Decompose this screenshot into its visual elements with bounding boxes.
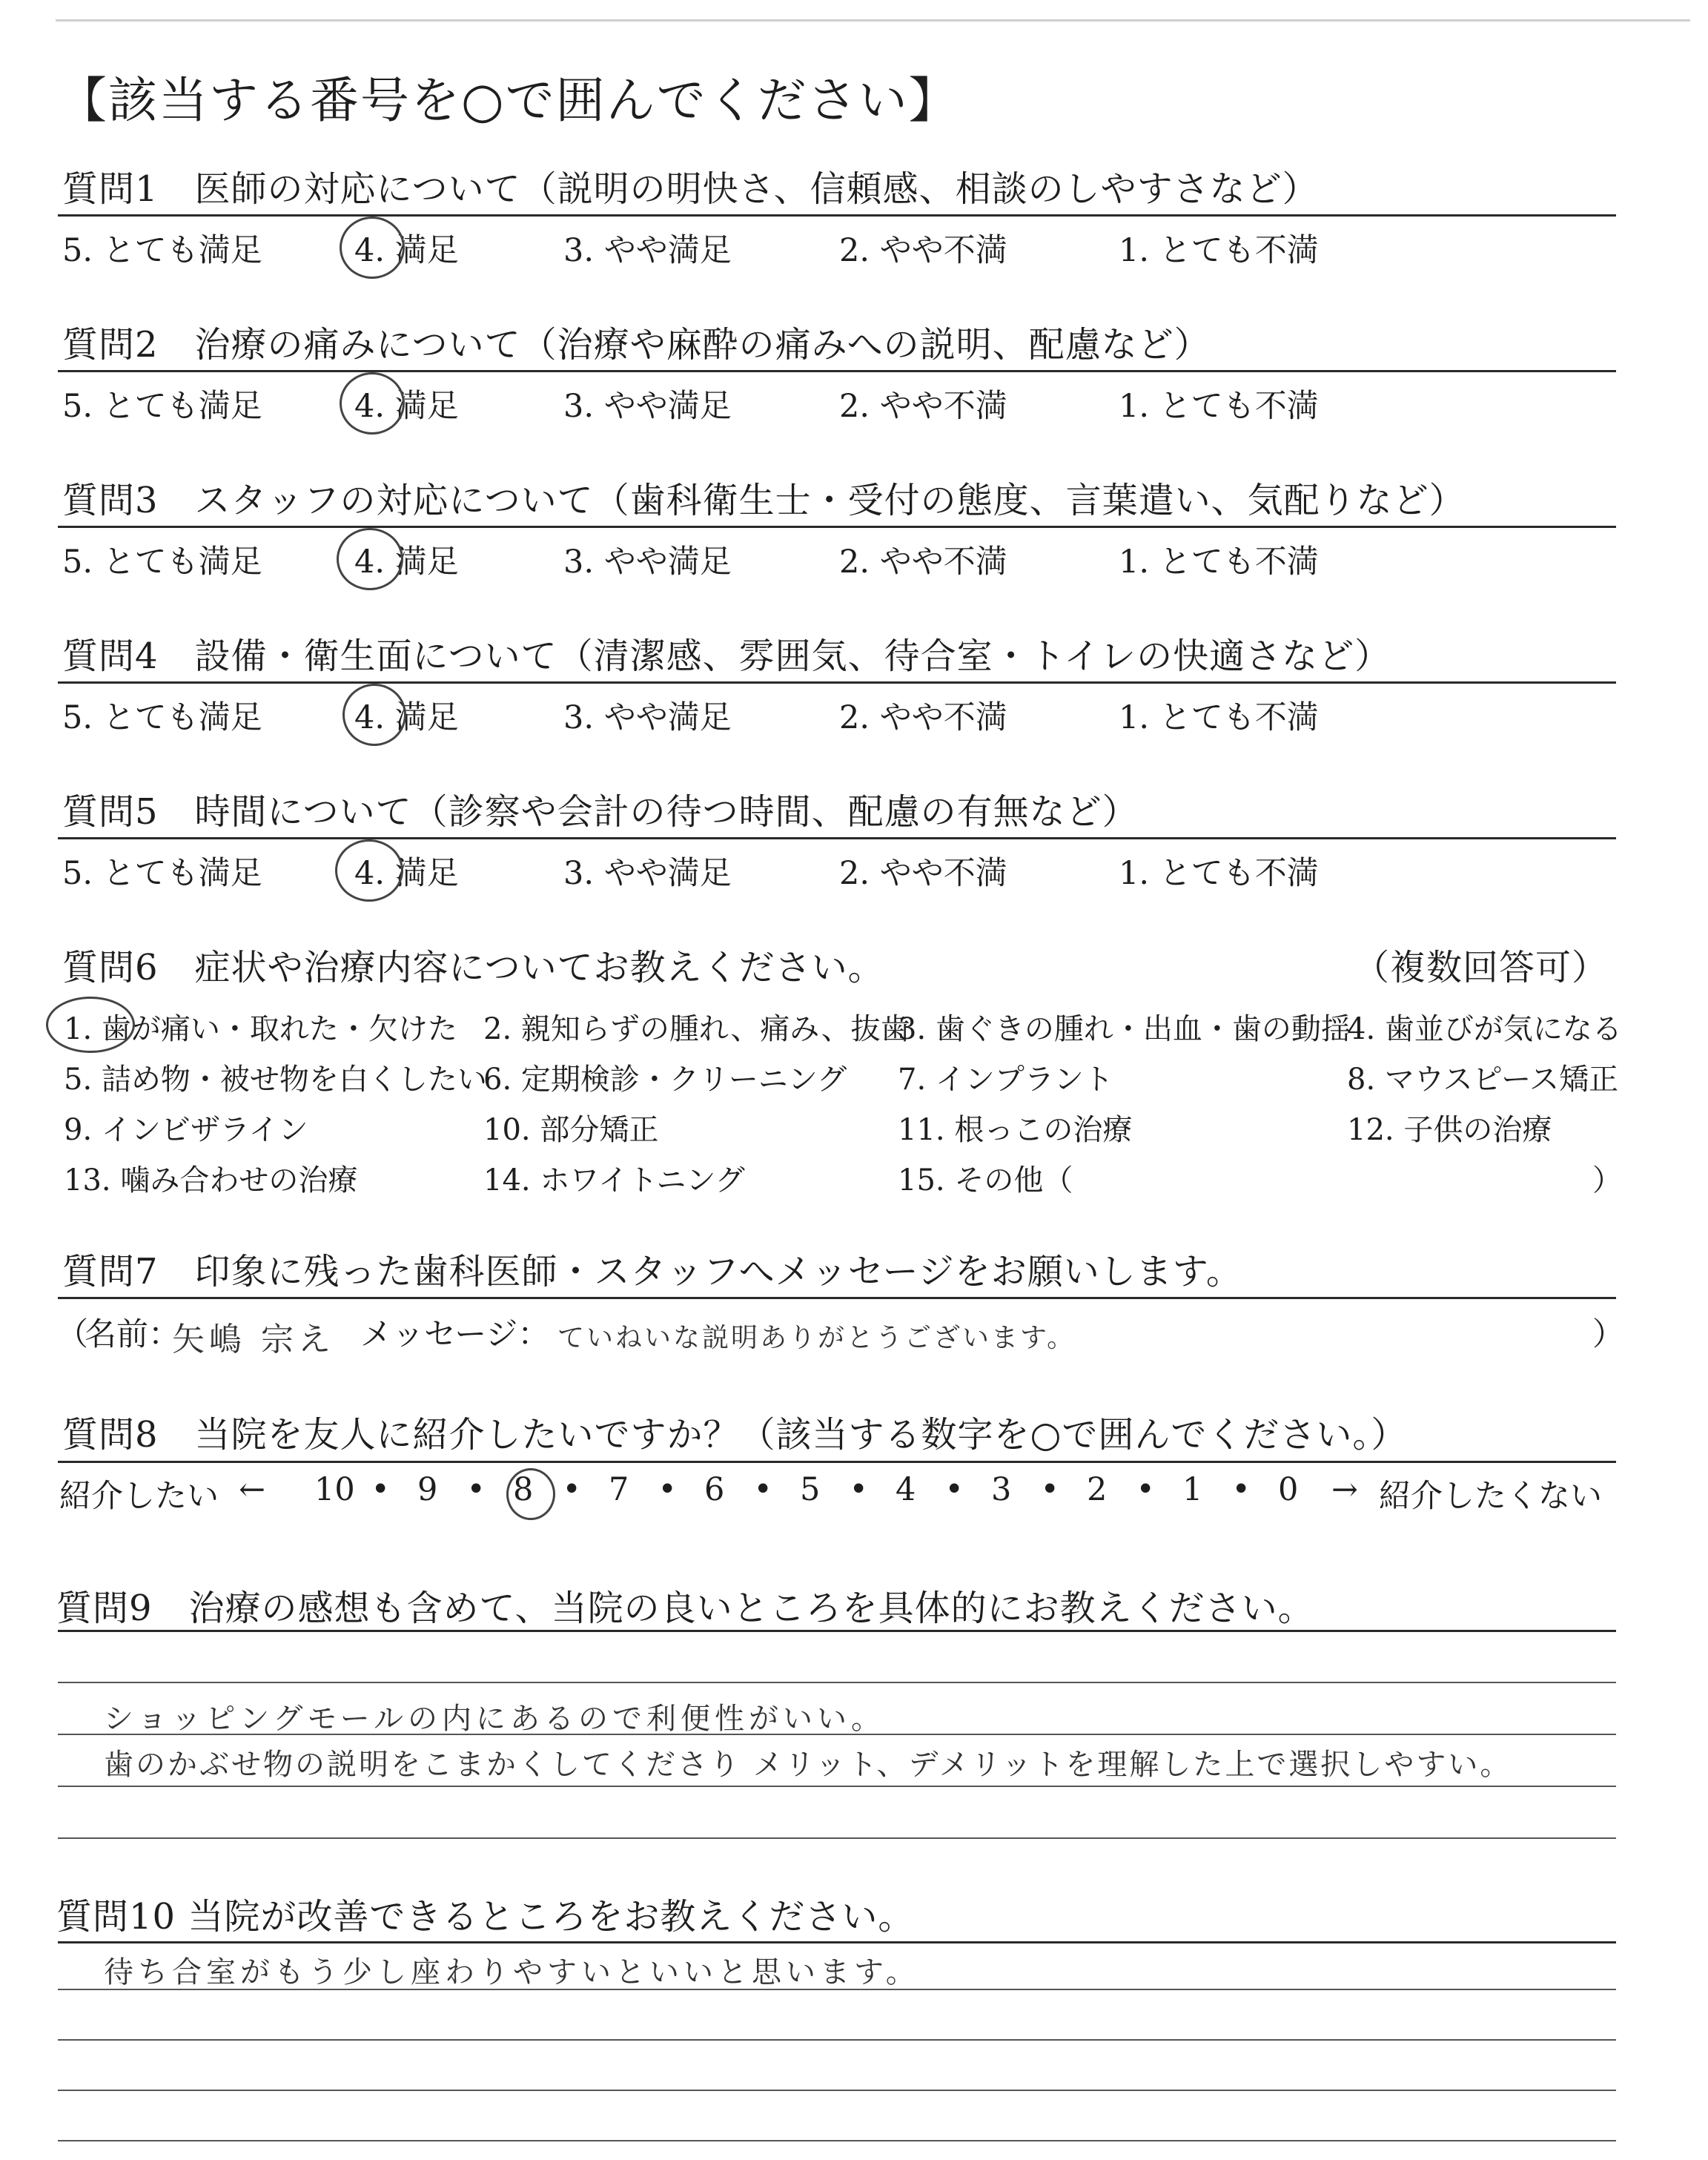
question-4-rule (58, 681, 1616, 684)
q8-scale-value-7[interactable]: 7 (609, 1471, 629, 1508)
question-1-rule (58, 214, 1616, 217)
question-8-title: 質問8 当院を友人に紹介したいですか？（該当する数字を○で囲んでください。） (62, 1414, 1408, 1456)
q7-message-label: メッセージ： (360, 1316, 550, 1353)
q7-message-handwritten[interactable]: ていねいな説明ありがとうございます。 (557, 1323, 1076, 1353)
q1-answer-circle (340, 217, 405, 279)
question-2-rule (58, 370, 1616, 372)
q8-left-arrow: ← (239, 1471, 266, 1508)
q8-scale-separator: • (1136, 1471, 1155, 1508)
q7-name-label: 名前： (85, 1316, 180, 1353)
q9-line-1 (58, 1682, 1616, 1683)
q3-option-2[interactable]: 2. やや不満 (839, 544, 1007, 581)
q8-scale-separator: • (753, 1471, 772, 1508)
q9-handwritten-line-2[interactable]: 歯のかぶせ物の説明をこまかくしてくださり メリット、デメリットを理解した上で選択しやすい。 (104, 1748, 1512, 1782)
q6-option-15[interactable]: 15. その他（ (898, 1163, 1073, 1198)
q1-option-2[interactable]: 2. やや不満 (839, 232, 1007, 269)
q8-scale-separator: • (658, 1471, 677, 1508)
question-8-rule (58, 1461, 1616, 1463)
q10-line-3 (58, 2090, 1616, 2091)
q6-option-14[interactable]: 14. ホワイトニング (483, 1163, 745, 1198)
question-7-title: 質問7 印象に残った歯科医師・スタッフへメッセージをお願いします。 (62, 1251, 1242, 1292)
q3-answer-circle (337, 528, 403, 590)
q8-scale-value-9[interactable]: 9 (417, 1471, 438, 1508)
q8-scale-value-2[interactable]: 2 (1087, 1471, 1108, 1508)
q8-scale-value-0[interactable]: 0 (1278, 1471, 1299, 1508)
q3-option-5[interactable]: 5. とても満足 (62, 544, 262, 581)
q4-option-4[interactable]: 4. 満足 (354, 699, 459, 736)
top-border-line (56, 19, 1690, 22)
q6-option-2[interactable]: 2. 親知らずの腫れ、痛み、抜歯 (483, 1012, 910, 1046)
q7-name-handwritten[interactable]: 矢嶋 宗え (172, 1321, 335, 1358)
q4-option-2[interactable]: 2. やや不満 (839, 699, 1007, 736)
q5-answer-circle (335, 839, 403, 902)
q3-option-3[interactable]: 3. やや満足 (563, 544, 732, 581)
q8-scale-separator: • (1040, 1471, 1059, 1508)
q2-answer-circle (340, 372, 405, 435)
q4-option-3[interactable]: 3. やや満足 (563, 699, 732, 736)
question-6-title: 質問6 症状や治療内容についてお教えください。 (62, 947, 884, 988)
question-2-title: 質問2 治療の痛みについて（治療や麻酔の痛みへの説明、配慮など） (62, 324, 1211, 366)
q6-option-13[interactable]: 13. 噛み合わせの治療 (64, 1163, 358, 1198)
question-5-title: 質問5 時間について（診察や会計の待つ時間、配慮の有無など） (62, 791, 1139, 833)
q6-option-12[interactable]: 12. 子供の治療 (1347, 1113, 1552, 1147)
q8-selected-circle (506, 1468, 555, 1520)
q8-scale-value-10[interactable]: 10 (314, 1471, 355, 1508)
q8-right-label: 紹介したくない (1379, 1478, 1602, 1515)
q8-scale-value-1[interactable]: 1 (1182, 1471, 1203, 1508)
q8-scale-value-6[interactable]: 6 (704, 1471, 725, 1508)
q9-line-3 (58, 1786, 1616, 1787)
q8-scale-value-5[interactable]: 5 (800, 1471, 821, 1508)
q4-option-5[interactable]: 5. とても満足 (62, 699, 262, 736)
question-10-title: 質問10 当院が改善できるところをお教えください。 (56, 1896, 915, 1938)
question-3-title: 質問3 スタッフの対応について（歯科衛生士・受付の態度、言葉遣い、気配りなど） (62, 480, 1466, 521)
q6-option-4[interactable]: 4. 歯並びが気になる (1347, 1012, 1622, 1046)
q6-selected-circle (46, 997, 135, 1053)
q2-option-3[interactable]: 3. やや満足 (563, 388, 732, 425)
q6-option-9[interactable]: 9. インビザライン (64, 1113, 308, 1147)
q8-scale-separator: • (944, 1471, 964, 1508)
q6-option-8[interactable]: 8. マウスピース矯正 (1347, 1063, 1619, 1097)
q6-option-10[interactable]: 10. 部分矯正 (483, 1113, 659, 1147)
q8-right-arrow: → (1331, 1471, 1359, 1508)
q6-option-15-close-paren: ） (1592, 1163, 1622, 1198)
q6-option-11[interactable]: 11. 根っこの治療 (898, 1113, 1133, 1147)
question-9-title: 質問9 治療の感想も含めて、当院の良いところを具体的にお教えください。 (56, 1588, 1314, 1629)
q6-option-5[interactable]: 5. 詰め物・被せ物を白くしたい (64, 1063, 487, 1097)
q5-option-4[interactable]: 4. 満足 (354, 855, 459, 892)
q3-option-1[interactable]: 1. とても不満 (1119, 544, 1319, 581)
q9-line-4 (58, 1837, 1616, 1839)
q4-option-1[interactable]: 1. とても不満 (1119, 699, 1319, 736)
q6-option-1[interactable]: 1. 歯が痛い・取れた・欠けた (64, 1012, 457, 1046)
q7-open-paren: （ (56, 1316, 88, 1353)
question-6-note: （複数回答可） (1354, 947, 1609, 988)
q10-handwritten-line-1[interactable]: 待ち合室がもう少し座わりやすいといいと思います。 (104, 1955, 920, 1989)
q8-scale-separator: • (562, 1471, 581, 1508)
q8-scale-separator: • (1231, 1471, 1251, 1508)
q6-option-6[interactable]: 6. 定期検診・クリーニング (483, 1063, 847, 1097)
q2-option-4[interactable]: 4. 満足 (354, 388, 459, 425)
q5-option-2[interactable]: 2. やや不満 (839, 855, 1007, 892)
q4-answer-circle (342, 684, 406, 746)
q2-option-1[interactable]: 1. とても不満 (1119, 388, 1319, 425)
question-5-rule (58, 837, 1616, 839)
q10-line-2 (58, 2039, 1616, 2041)
q8-scale-value-3[interactable]: 3 (991, 1471, 1012, 1508)
q5-option-5[interactable]: 5. とても満足 (62, 855, 262, 892)
q8-scale-value-8[interactable]: 8 (513, 1471, 534, 1508)
q1-option-5[interactable]: 5. とても満足 (62, 232, 262, 269)
q1-option-3[interactable]: 3. やや満足 (563, 232, 732, 269)
q2-option-2[interactable]: 2. やや不満 (839, 388, 1007, 425)
q8-scale-value-4[interactable]: 4 (896, 1471, 916, 1508)
q9-line-0 (58, 1630, 1616, 1632)
q3-option-4[interactable]: 4. 満足 (354, 544, 459, 581)
form-heading: 【該当する番号を○で囲んでください】 (58, 72, 959, 129)
q8-scale-separator: • (466, 1471, 486, 1508)
q7-close-paren: ） (1592, 1316, 1624, 1353)
q5-option-3[interactable]: 3. やや満足 (563, 855, 732, 892)
q6-option-3[interactable]: 3. 歯ぐきの腫れ・出血・歯の動揺 (898, 1012, 1351, 1046)
question-4-title: 質問4 設備・衛生面について（清潔感、雰囲気、待合室・トイレの快適さなど） (62, 635, 1391, 677)
q8-scale-separator: • (371, 1471, 390, 1508)
q1-option-4[interactable]: 4. 満足 (354, 232, 459, 269)
q9-handwritten-line-1[interactable]: ショッピングモールの内にあるので利便性がいい。 (104, 1702, 885, 1736)
q10-line-4 (58, 2140, 1616, 2141)
q1-option-1[interactable]: 1. とても不満 (1119, 232, 1319, 269)
question-7-rule (58, 1297, 1616, 1299)
question-3-rule (58, 526, 1616, 528)
q6-option-7[interactable]: 7. インプラント (898, 1063, 1113, 1097)
question-1-title: 質問1 医師の対応について（説明の明快さ、信頼感、相談のしやすさなど） (62, 168, 1319, 210)
q8-scale-separator: • (849, 1471, 868, 1508)
q2-option-5[interactable]: 5. とても満足 (62, 388, 262, 425)
q5-option-1[interactable]: 1. とても不満 (1119, 855, 1319, 892)
q8-left-label: 紹介したい (59, 1478, 219, 1515)
q10-line-0 (58, 1941, 1616, 1943)
